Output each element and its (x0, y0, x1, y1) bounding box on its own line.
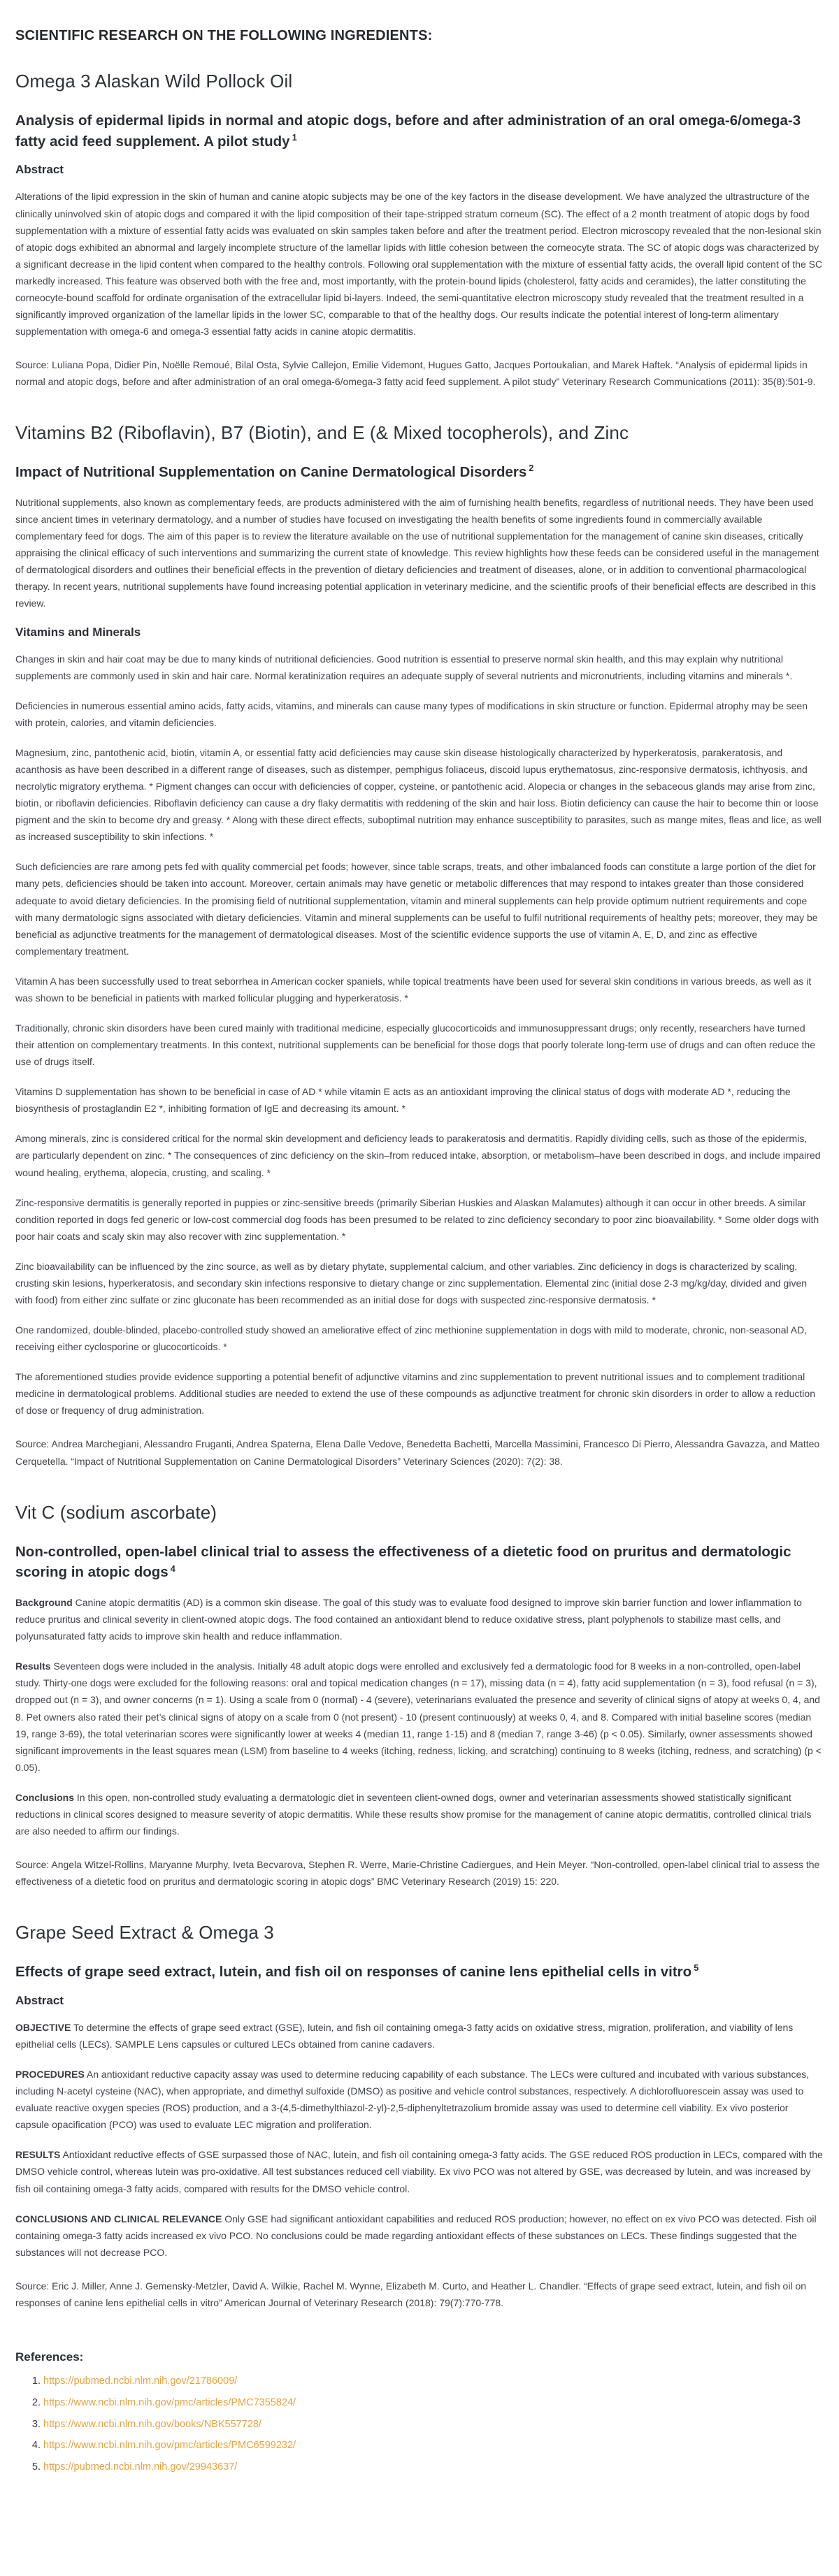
paragraph: Such deficiencies are rare among pets fed with quality commercial pet foods; however, since table scraps, treats, and other imbalanced foods can constitute a large portion of the diet for many pets, deficiencies should be taken into account. Moreover, certain animals may have genetic or metabolic differences that may respond to intakes greater than those considered adequate to avoid dietary deficiencies. In the promising field of nutritional supplementation, vitamin and mineral supplements can help provide optimum nutrient requirements and cope with many dermatologic signs associated with dietary deficiencies. Vitamin and mineral supplements can be useful to fulfil nutritional requirements of healthy pets; moreover, they may be beneficial as adjunctive treatments for the management of dermatological diseases. Most of the scientific evidence supports the use of vitamin A, E, D, and zinc as effective complementary treatment. (15, 861, 818, 957)
paragraph-text: Only GSE had significant antioxidant capabilities and reduced ROS production; however, no effect on ex vivo PCO was detected. Fish oil containing omega-3 fatty acids increased ex vivo PCO. No conclusions could be made regarding antioxidant effects of these substances on LECs. These findings suggested that the substances will not decrease PCO. (15, 2213, 817, 2258)
section-heading-omega3: Omega 3 Alaskan Wild Pollock Oil (15, 71, 293, 92)
reference-link[interactable]: https://www.ncbi.nlm.nih.gov/pmc/articles/PMC6599232/ (43, 2440, 296, 2452)
reference-item (43, 2460, 824, 2475)
study-title-text: Analysis of epidermal lipids in normal and atopic dogs, before and after administration of an oral omega-6/omega-3 fatty acid feed supplement. A pilot study (15, 113, 801, 150)
section-vitamins-zinc (15, 422, 824, 1469)
conclusions-paragraph (15, 1789, 824, 1839)
paragraph-lead: Results (15, 1660, 51, 1672)
paragraph: Magnesium, zinc, pantothenic acid, biotin, vitamin A, or essential fatty acid deficiencies may cause skin disease histologically characterized by hyperkeratosis, parakeratosis, and acanthosis as have been described in a different range of diseases, such as distemper, pemphigus foliaceus, discoid lupus erythematosus, zinc-responsive dermatosis, ichthyosis, and necrolytic migratory erythema. * Pigment changes can occur with deficiencies of copper, cysteine, or pantothenic acid. Alopecia or changes in the sebaceous glands may arise from zinc, biotin, or riboflavin deficiencies. Riboflavin deficiency can cause a dry flaky dermatitis with reddening of the skin and hair loss. Biotin deficiency can cause the hair to become thin or loose pigment and the skin to become dry and greasy. * Along with these direct effects, suboptimal nutrition may enhance susceptibility to parasites, such as mange mites, fleas and lice, as well as increased susceptibility to skin infections. * (15, 746, 822, 843)
paragraph-lead: CONCLUSIONS AND CLINICAL RELEVANCE (15, 2213, 222, 2224)
paragraph-lead: PROCEDURES (15, 2069, 85, 2081)
paragraph: Among minerals, zinc is considered critical for the normal skin development and deficiency leads to parakeratosis and dermatitis. Rapidly dividing cells, such as those of the epidermis, are particularly dependent on zinc. * The consequences of zinc deficiency on the skin–from reduced intake, absorption, or metabolism–have been described in dogs, and include impaired wound healing, erythema, alopecia, crusting, and scaling. * (15, 1133, 821, 1178)
reference-item (43, 2438, 824, 2454)
paragraph: Traditionally, chronic skin disorders have been cured mainly with traditional medicine, especially glucocorticoids and immunosuppressant drugs; only recently, researchers have turned their attention on complementary treatments. In this context, nutritional supplements can be beneficial for those dogs that poorly tolerate long-term use of drugs and can often reduce the use of drugs itself. (15, 1022, 815, 1068)
paragraph-text: Antioxidant reductive effects of GSE surpassed those of NAC, lutein, and fish oil containing omega-3 fatty acids. The GSE reduced ROS production in LECs, compared with the DMSO vehicle control, whereas lutein was pro-oxidative. All test substances reduced cell viability. Ex vivo PCO was not altered by GSE, was decreased by lutein, and was increased by fish oil containing omega-3 fatty acids, compared with results for the DMSO vehicle control. (15, 2149, 823, 2194)
procedures-paragraph (15, 2066, 824, 2133)
conclusions-relevance-paragraph (15, 2210, 824, 2261)
reference-link[interactable]: https://www.ncbi.nlm.nih.gov/books/NBK557728/ (43, 2418, 261, 2430)
paragraph-text: In this open, non-controlled study evaluating a dermatologic diet in seventeen client-owned dogs, owner and veterinarian assessments showed statistically significant reductions in clinical scores designed to measure severity of atopic dermatitis. While these results show promise for the management of canine atopic dermatitis, controlled clinical trials are also needed to affirm our findings. (15, 1791, 812, 1837)
study-title-grape-seed-lens-cells (15, 1962, 802, 1983)
paragraph-text: Seventeen dogs were included in the analysis. Initially 48 adult atopic dogs were enrolled and exclusively fed a dermatologic food for 8 weeks in a non-controlled, open-label study. Thirty-one dogs were excluded for the following reasons: oral and topical medication changes (n = 17), missing data (n = 4), fatty acid supplementation (n = 3), food refusal (n = 3), dropped out (n = 3), and owner concerns (n = 1). Using a scale from 0 (normal) - 4 (severe), veterinarians evaluated the presence and severity of clinical signs of atopy at weeks 0, 4, and 8. Pet owners also rated their pet’s clinical signs of atopy on a scale from 0 (not present) - 10 (present continuously) at weeks 0, 4, and 8. Compared with initial baseline scores (median 19, range 3-69), the total veterinarian scores were significantly lower at weeks 4 (median 11, range 1-15) and 8 (median 7, range 3-46) (p < 0.05). Similarly, owner assessments showed significant improvements in the least squares mean (LSM) from baseline to 4 weeks (itching, redness, licking, and scratching) continuing to 8 weeks (itching, redness, and scratching) (p < 0.05). (15, 1660, 822, 1773)
study-title-text: Impact of Nutritional Supplementation on Canine Dermatological Disorders (15, 464, 527, 481)
reference-superscript-4: 4 (170, 1563, 175, 1574)
results-paragraph (15, 2146, 824, 2197)
section-vit-c (15, 1502, 824, 1890)
abstract-subheading: Abstract (15, 1993, 64, 2007)
reference-link[interactable]: https://pubmed.ncbi.nlm.nih.gov/29943637/ (43, 2461, 238, 2473)
paragraph-lead: Conclusions (15, 1791, 75, 1803)
background-paragraph (15, 1594, 824, 1644)
study-title-text: Effects of grape seed extract, lutein, and fish oil on responses of canine lens epithelial cells in vitro (15, 1964, 692, 1981)
paragraph-lead: Background (15, 1597, 73, 1609)
results-paragraph (15, 1658, 824, 1776)
paragraph: Zinc bioavailability can be influenced by the zinc source, as well as by dietary phytate, supplemental calcium, and other variables. Zinc deficiency in dogs is characterized by scaling, crusting skin lesions, hyperkeratosis, and secondary skin infections responsive to dietary change or zinc supplementation. Elemental zinc (initial dose 2-3 mg/kg/day, divided and given with food) from either zinc sulfate or zinc gluconate has been recommended as an initial dose for dogs with suspected zinc-responsive dermatosis. * (15, 1260, 808, 1305)
study-title-text: Non-controlled, open-label clinical trial to assess the effectiveness of a dietetic food on pruritus and dermatologic scoring in atopic dogs (15, 1543, 791, 1581)
objective-paragraph (15, 2019, 824, 2053)
section-heading-vit-c: Vit C (sodium ascorbate) (15, 1501, 217, 1523)
study-title-nutritional-supplementation (15, 462, 802, 483)
source-citation: Source: Andrea Marchegiani, Alessandro Fruganti, Andrea Spaterna, Elena Dalle Vedove, Benedetta Bachetti, Marcella Massimini, Francesco Di Pierro, Alessandra Gavazza, and Matteo Cerquetella. “Impact of Nutritional Supplementation on Canine Dermatological Disorders” Veterinary Sciences (2020): 7(2): 38. (15, 1438, 820, 1467)
source-citation: Source: Luliana Popa, Didier Pin, Noëlle Remoué, Bilal Osta, Sylvie Callejon, Emilie Videmont, Hugues Gatto, Jacques Portoukalian, and Marek Haftek. “Analysis of epidermal lipids in normal and atopic dogs, before and after administration of an oral omega-6/omega-3 fatty acid feed supplement. A pilot study” Veterinary Research Communications (2011): 35(8):501-9. (15, 359, 816, 388)
paragraph-lead: RESULTS (15, 2149, 61, 2161)
reference-item (43, 2396, 824, 2411)
paragraph: Zinc-responsive dermatitis is generally reported in puppies or zinc-sensitive breeds (primarily Siberian Huskies and Alaskan Malamutes) although it can occur in other breeds. A similar condition reported in dogs fed generic or low-cost commercial dog foods has been presumed to be related to zinc deficiency secondary to poor zinc bioavailability. * Some older dogs with poor hair coats and scaly skin may also recover with zinc supplementation. * (15, 1196, 819, 1242)
reference-superscript-2: 2 (529, 463, 534, 474)
section-heading-vitamins: Vitamins B2 (Riboflavin), B7 (Biotin), and E (& Mixed tocopherols), and Zinc (15, 422, 629, 444)
study-title-dietetic-food-trial (15, 1542, 802, 1583)
paragraph: Deficiencies in numerous essential amino acids, fatty acids, vitamins, and minerals can cause many types of modifications in skin structure or function. Epidermal atrophy may be seen with protein, calories, and vitamin deficiencies. (15, 700, 808, 728)
paragraph-text: Canine atopic dermatitis (AD) is a common skin disease. The goal of this study was to evaluate food designed to improve skin barrier function and lower inflammation to reduce pruritus and clinical severity in client-owned atopic dogs. The food contained an antioxidant blend to reduce oxidative stress, plant polyphenols to stabilize mast cells, and polyunsaturated fatty acids to improve skin health and reduce inflammation. (15, 1597, 802, 1642)
paragraph: Vitamin A has been successfully used to treat seborrhea in American cocker spaniels, while topical treatments have been used for several skin conditions in various breeds, as well as it was shown to be beneficial in patients with marked follicular plugging and hyperkeratosis. * (15, 975, 812, 1004)
references-list (15, 2374, 824, 2475)
reference-link[interactable]: https://www.ncbi.nlm.nih.gov/pmc/articles/PMC7355824/ (43, 2396, 296, 2408)
study-title-epidermal-lipids (15, 110, 802, 152)
reference-link[interactable]: https://pubmed.ncbi.nlm.nih.gov/21786009/ (43, 2375, 238, 2387)
section-heading-grape-seed: Grape Seed Extract & Omega 3 (15, 1922, 274, 1944)
reference-superscript-5: 5 (694, 1962, 699, 1974)
paragraph: One randomized, double-blinded, placebo-controlled study showed an ameliorative effect of zinc methionine supplementation in dogs with mild to moderate, chronic, non-seasonal AD, receiving either cyclosporine or glucocorticoids. * (15, 1324, 808, 1353)
abstract-subheading: Abstract (15, 163, 64, 177)
references-heading: References: (15, 2350, 84, 2364)
section-omega3-pollock-oil (15, 71, 824, 390)
intro-paragraph: Nutritional supplements, also known as complementary feeds, are products administered with the aim of furnishing health benefits, regardless of nutritional needs. They have been used since ancient times in veterinary dermatology, and a number of studies have focused on investigating the health benefits of some ingredients found in commercially available complementary feed for dogs. The aim of this paper is to review the literature available on the use of nutritional supplementation for the management of canine skin diseases, critically appraising the clinical efficacy of such interventions and summarizing the current state of knowledge. This review highlights how these feeds can be considered useful in the management of dermatological disorders and outlines their beneficial effects in the prevention of dietary deficiencies and treatment of diseases, alone, or in addition to conventional pharmacological therapy. In recent years, nutritional supplements have found increasing potential application in veterinary medicine, and the scientific proofs of their beneficial effects are described in this review. (15, 497, 819, 609)
source-citation: Source: Eric J. Miller, Anne J. Gemensky-Metzler, David A. Wilkie, Rachel M. Wynne, Elizabeth M. Curto, and Heather L. Chandler. “Effects of grape seed extract, lutein, and fish oil on responses of canine lens epithelial cells in vitro” American Journal of Veterinary Research (2018): 79(7):770-778. (15, 2280, 807, 2308)
paragraph: Vitamins D supplementation has shown to be beneficial in case of AD * while vitamin E acts as an antioxidant improving the clinical status of dogs with moderate AD *, reducing the biosynthesis of prostaglandin E2 *, inhibiting formation of IgE and decreasing its amount. * (15, 1086, 791, 1115)
page-title: SCIENTIFIC RESEARCH ON THE FOLLOWING INGREDIENTS: (15, 28, 433, 43)
paragraph-text: An antioxidant reductive capacity assay was used to determine reducing capability of each substance. The LECs were cultured and incubated with various substances, including N-acetyl cysteine (NAC), when appropriate, and dimethyl sulfoxide (DMSO) as positive and vehicle control substances, respectively. A dichlorofluorescein assay was used to evaluate reactive oxygen species (ROS) production, and a 3-(4,5-dimethylthiazol-2-yl)-2,5-diphenyltetrazolium bromide assay was used to determine cell viability. Ex vivo posterior capsule opacification (PCO) was used to evaluate LEC migration and proliferation. (15, 2069, 810, 2131)
paragraph: The aforementioned studies provide evidence supporting a potential benefit of adjunctive vitamins and zinc supplementation to prevent nutritional issues and to complement traditional medicine in dermatological problems. Additional studies are needed to extend the use of these compounds as adjunctive treatment for chronic skin disorders in order to allow a reduction of dose or frequency of drug administration. (15, 1371, 815, 1417)
reference-superscript-1: 1 (292, 131, 297, 143)
abstract-paragraph: Alterations of the lipid expression in the skin of human and canine atopic subjects may be one of the key factors in the disease development. We have analyzed the ultrastructure of the clinically uninvolved skin of atopic dogs and compared it with the lipid composition of their tape-stripped stratum corneum (SC). The effect of a 2 month treatment of atopic dogs by food supplementation with a mixture of essential fatty acids was evaluated on skin samples taken before and after the treatment period. Electron microscopy revealed that the non-lesional skin of atopic dogs exhibited an abnormal and largely incomplete structure of the lamellar lipids with little cohesion between the corneocyte strata. The SC of atopic dogs was characterized by a significant decrease in the lipid content when compared to the healthy controls. Following oral supplementation with the mixture of essential fatty acids, the overall lipid content of the SC markedly increased. This feature was observed both with the free and, most importantly, with the protein-bound lipids (cholesterol, fatty acids and ceramides), the latter constituting the corneocyte-bound scaffold for ordinate organisation of the extracellular lipid bi-layers. Indeed, the semi-quantitative electron microscopy study revealed that the treatment resulted in a significantly improved organization of the lamellar lipids in the lower SC, comparable to that of the healthy dogs. Our results indicate the potential interest of long-term alimentary supplementation with omega-6 and omega-3 essential fatty acids in canine atopic dermatitis. (15, 191, 823, 338)
paragraph-lead: OBJECTIVE (15, 2021, 71, 2033)
references-block (15, 2350, 824, 2475)
reference-item (43, 2417, 824, 2433)
source-citation: Source: Angela Witzel-Rollins, Maryanne Murphy, Iveta Becvarova, Stephen R. Werre, Marie-Christine Cadiergues, and Hein Meyer. “Non-controlled, open-label clinical trial to assess the effectiveness of a dietetic food on pruritus and dermatologic scoring in atopic dogs” BMC Veterinary Research (2019) 15: 220. (15, 1859, 820, 1888)
reference-item (43, 2374, 824, 2389)
paragraph-text: To determine the effects of grape seed extract (GSE), lutein, and fish oil containing omega-3 fatty acids on oxidative stress, migration, proliferation, and viability of lens epithelial cells (LECs). SAMPLE Lens capsules or cultured LECs obtained from canine cadavers. (15, 2021, 794, 2050)
section-grape-seed-omega3 (15, 1922, 824, 2311)
paragraph: Changes in skin and hair coat may be due to many kinds of nutritional deficiencies. Good nutrition is essential to preserve normal skin health, and this may explain why nutritional supplements are commonly used in skin and hair care. Normal keratinization requires an adequate supply of several nutrients and micronutrients, including vitamins and minerals *. (15, 653, 793, 681)
vitamins-minerals-subheading: Vitamins and Minerals (15, 625, 141, 639)
